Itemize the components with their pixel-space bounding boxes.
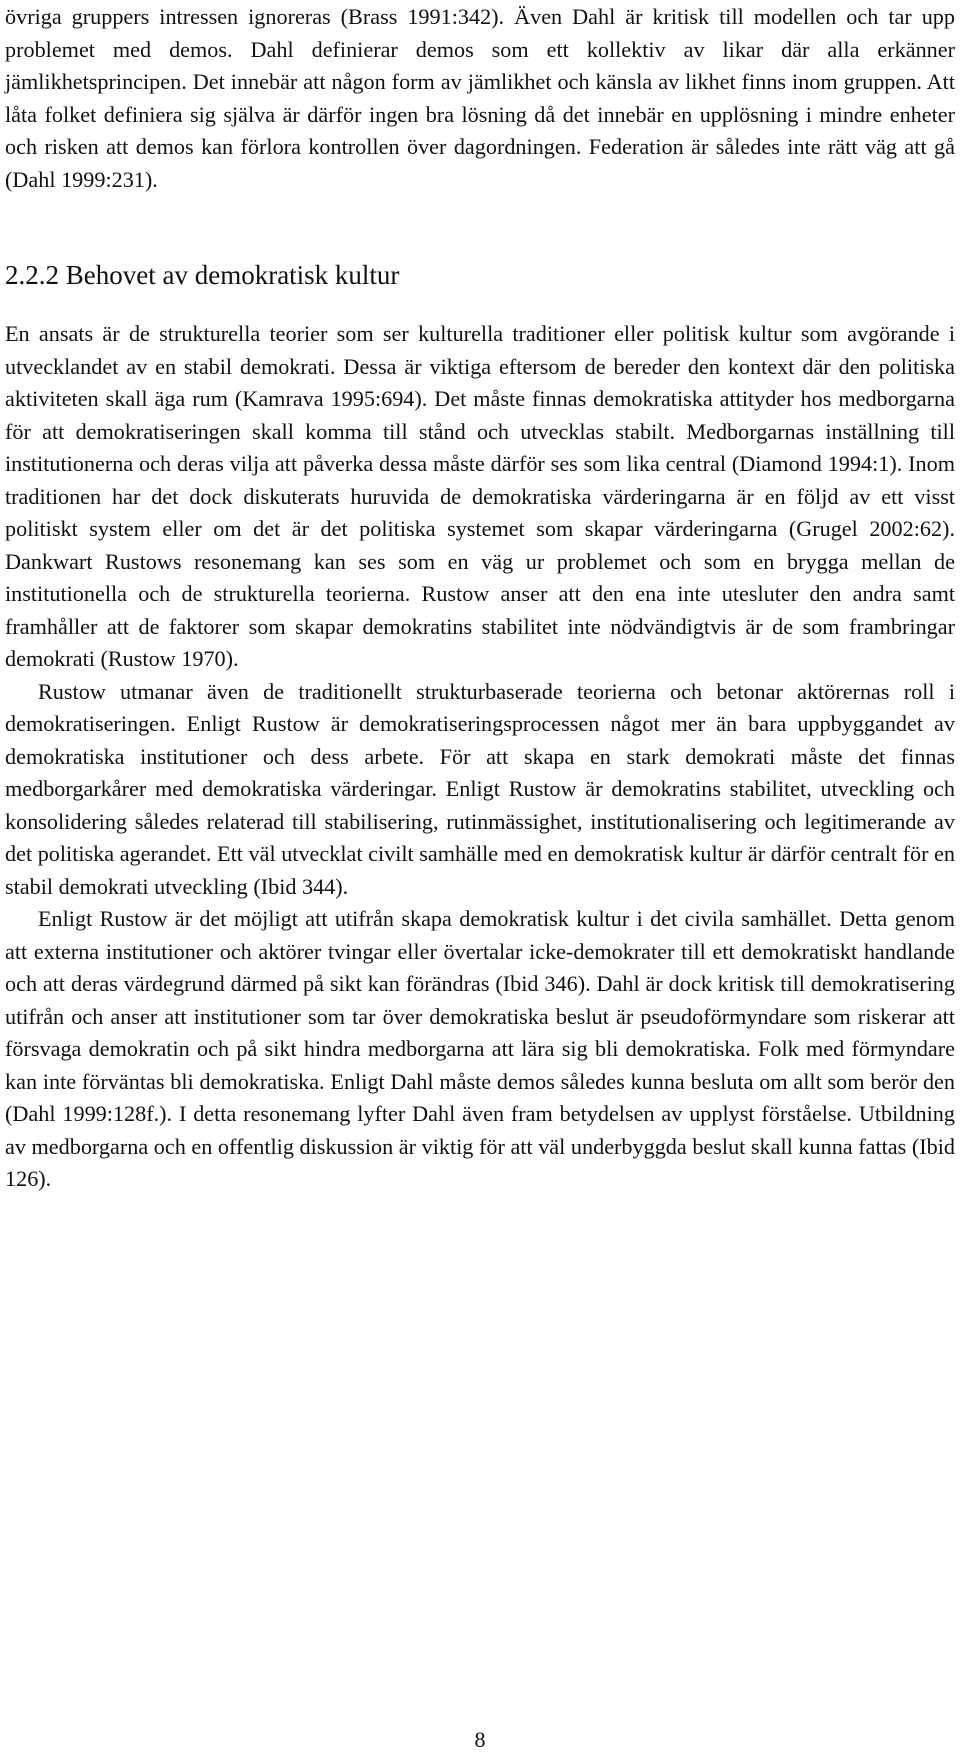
body-paragraph-1: En ansats är de strukturella teorier som ser kulturella traditioner eller politisk kultur som avgörande i utvecklandet av en stabil demokrati. Dessa är viktiga eftersom de bereder den kontext där den politiska aktiviteten skall äga rum (Kamrava 1995:694). Det måste finnas demokratiska attityder hos medborgarna för att demokratiseringen skall komma till stånd och utvecklas stabilt. Medborgarnas inställning till institutionerna och deras vilja att påverka dessa måste därför ses som lika central (Diamond 1994:1). Inom traditionen har det dock diskuterats huruvida de demokratiska värderingarna är en följd av ett visst politiskt system eller om det är det politiska systemet som skapar värderingarna (Grugel 2002:62). Dankwart Rustows resonemang kan ses som en väg ur problemet och som en brygga mellan de institutionella och de strukturella teorierna. Rustow anser att den ena inte utesluter den andra samt framhåller att de faktorer som skapar demokratins stabilitet inte nödvändigtvis är de som frambringar demokrati (Rustow 1970).: [5, 321, 955, 671]
intro-paragraph: övriga gruppers intressen ignoreras (Brass 1991:342). Även Dahl är kritisk till modellen och tar upp problemet med demos. Dahl definierar demos som ett kollektiv av likar där alla erkänner jämlikhetsprincipen. Det innebär att någon form av jämlikhet och känsla av likhet finns inom gruppen. Att låta folket definiera sig själva är därför ingen bra lösning då det innebär en upplösning i mindre enheter och risken att demos kan förlora kontrollen över dagordningen. Federation är således inte rätt väg att gå (Dahl 1999:231).: [5, 4, 955, 192]
body-paragraph-3: Enligt Rustow är det möjligt att utifrån skapa demokratisk kultur i det civila samhället. Detta genom att externa institutioner och aktörer tvingar eller övertalar icke-demokrater till ett demokratiskt handlande och att deras värdegrund därmed på sikt kan förändras (Ibid 346). Dahl är dock kritisk till demokratisering utifrån och anser att institutioner som tar över demokratiska beslut är pseudoförmyndare som riskerar att försvaga demokratin och på sikt hindra medborgarna att lära sig bli demokratiska. Folk med förmyndare kan inte förväntas bli demokratiska. Enligt Dahl måste demos således kunna besluta om allt som berör den (Dahl 1999:128f.). I detta resonemang lyfter Dahl även fram betydelsen av upplyst förståelse. Utbildning av medborgarna och en offentlig diskussion är viktig för att väl underbyggda beslut skall kunna fattas (Ibid 126).: [5, 906, 955, 1191]
section-heading: 2.2.2 Behovet av demokratisk kultur: [5, 260, 400, 290]
document-page: [5, 0, 955, 1196]
body-paragraph-2: Rustow utmanar även de traditionellt strukturbaserade teorierna och betonar aktörernas roll i demokratiseringen. Enligt Rustow är demokratiseringsprocessen något mer än bara uppbyggandet av demokratiska institutioner och dess arbete. För att skapa en stark demokrati måste det finnas medborgarkårer med demokratiska värderingar. Enligt Rustow är demokratins stabilitet, utveckling och konsolidering således relaterad till stabilisering, rutinmässighet, institutionalisering och legitimerande av det politiska agerandet. Ett väl utvecklat civilt samhälle med en demokratisk kultur är därför centralt för en stabil demokrati utveckling (Ibid 344).: [5, 678, 955, 899]
page-number: 8: [474, 1727, 486, 1752]
